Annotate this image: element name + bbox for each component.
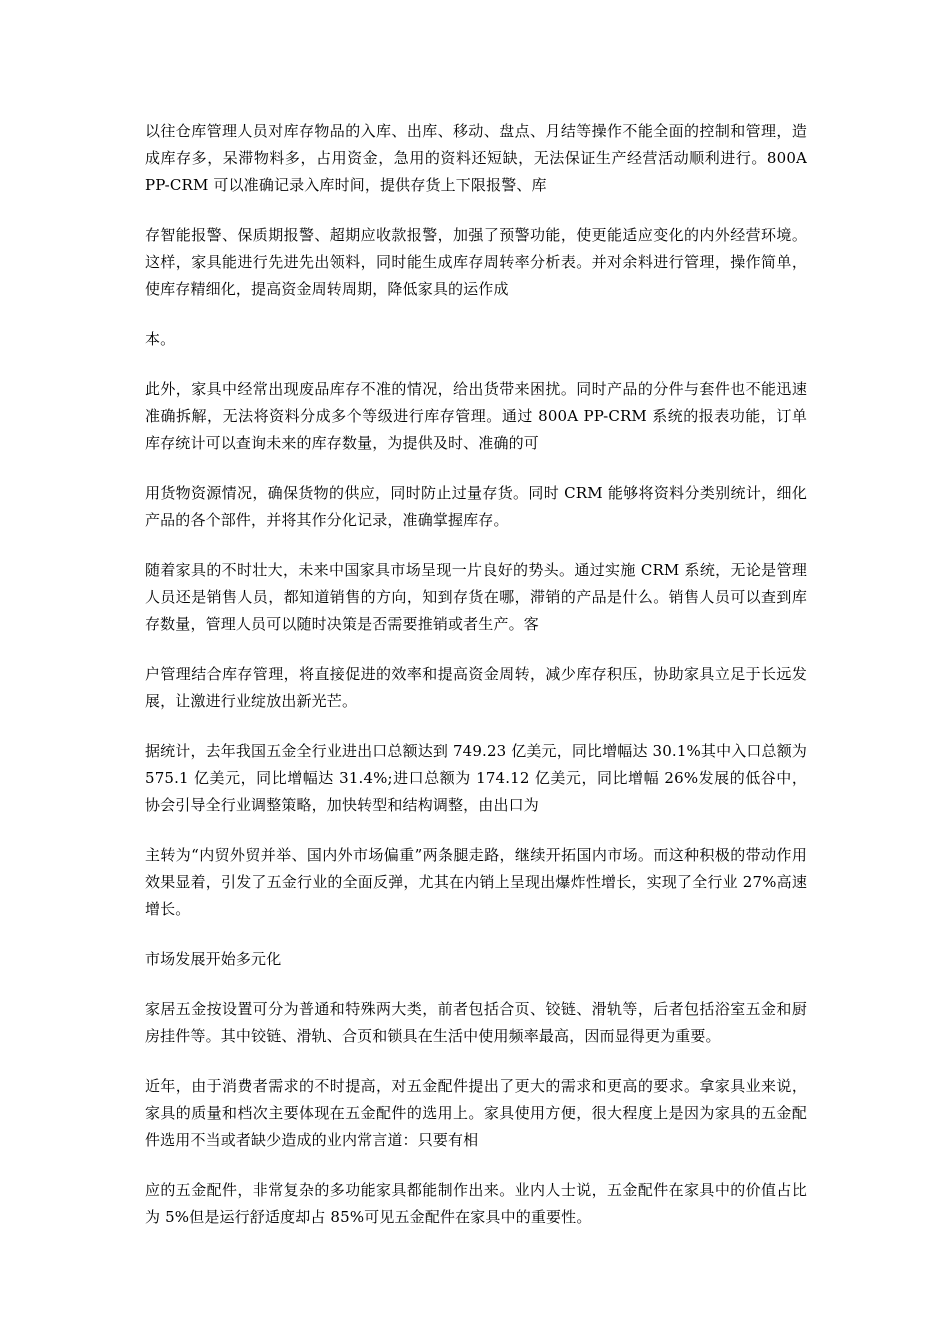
- paragraph-cost-end: 本。: [145, 330, 176, 348]
- paragraph-scrap-inventory: 此外，家具中经常出现废品库存不准的情况，给出货带来困扰。同时产品的分件与套件也不能迅速准确拆解，无法将资料分成多个等级进行库存管理。通过 800A PP-CRM 系统的报表功能，订单库存统计可以查询未来的库存数量，为提供及时、准确的可: [145, 380, 807, 452]
- document-page: [145, 118, 807, 1254]
- paragraph-hardware-categories: 家居五金按设置可分为普通和特殊两大类，前者包括合页、铰链、滑轨等，后者包括浴室五金和厨房挂件等。其中铰链、滑轨、合页和锁具在生活中使用频率最高，因而显得更为重要。: [145, 1000, 807, 1045]
- paragraph-inventory-alerts: 存智能报警、保质期报警、超期应收款报警，加强了预警功能，使更能适应变化的内外经营环境。这样，家具能进行先进先出领料，同时能生成库存周转率分析表。并对余料进行管理，操作简单，使库存精细化，提高资金周转周期，降低家具的运作成: [145, 226, 807, 298]
- paragraph-consumer-demand: 近年，由于消费者需求的不时提高，对五金配件提出了更大的需求和更高的要求。拿家具业来说，家具的质量和档次主要体现在五金配件的选用上。家具使用方便，很大程度上是因为家具的五金配件选用不当或者缺少造成的业内常言道：只要有相: [145, 1077, 807, 1149]
- paragraph-hardware-statistics: 据统计，去年我国五金全行业进出口总额达到 749.23 亿美元，同比增幅达 30.1%其中入口总额为 575.1 亿美元，同比增幅达 31.4%;进口总额为 174.12 亿美元，同比增幅 26%发展的低谷中，协会引导全行业调整策略，加快转型和结构调整，由出口为: [145, 742, 807, 814]
- paragraph-available-goods: 用货物资源情况，确保货物的供应，同时防止过量存货。同时 CRM 能够将资料分类别统计，细化产品的各个部件，并将其作分化记录，准确掌握库存。: [145, 484, 807, 529]
- paragraph-market-outlook: 随着家具的不时壮大，未来中国家具市场呈现一片良好的势头。通过实施 CRM 系统，无论是管理人员还是销售人员，都知道销售的方向，知到存货在哪，滞销的产品是什么。销售人员可以查到库存数量，管理人员可以随时决策是否需要推销或者生产。客: [145, 561, 807, 633]
- paragraph-inventory-control: 以往仓库管理人员对库存物品的入库、出库、移动、盘点、月结等操作不能全面的控制和管理，造成库存多，呆滞物料多，占用资金，急用的资料还短缺，无法保证生产经营活动顺利进行。800A PP-CRM 可以准确记录入库时间，提供存货上下限报警、库: [145, 122, 807, 194]
- section-heading-diversification: 市场发展开始多元化: [145, 950, 282, 968]
- paragraph-domestic-market: 主转为“内贸外贸并举、国内外市场偏重”两条腿走路，继续开拓国内市场。而这种积极的带动作用效果显着，引发了五金行业的全面反弹，尤其在内销上呈现出爆炸性增长，实现了全行业 27%高速增长。: [145, 846, 807, 918]
- paragraph-hardware-importance: 应的五金配件，非常复杂的多功能家具都能制作出来。业内人士说，五金配件在家具中的价值占比为 5%但是运行舒适度却占 85%可见五金配件在家具中的重要性。: [145, 1181, 807, 1226]
- paragraph-customer-management: 户管理结合库存管理，将直接促进的效率和提高资金周转，减少库存积压，协助家具立足于长远发展，让激进行业绽放出新光芒。: [145, 665, 807, 710]
